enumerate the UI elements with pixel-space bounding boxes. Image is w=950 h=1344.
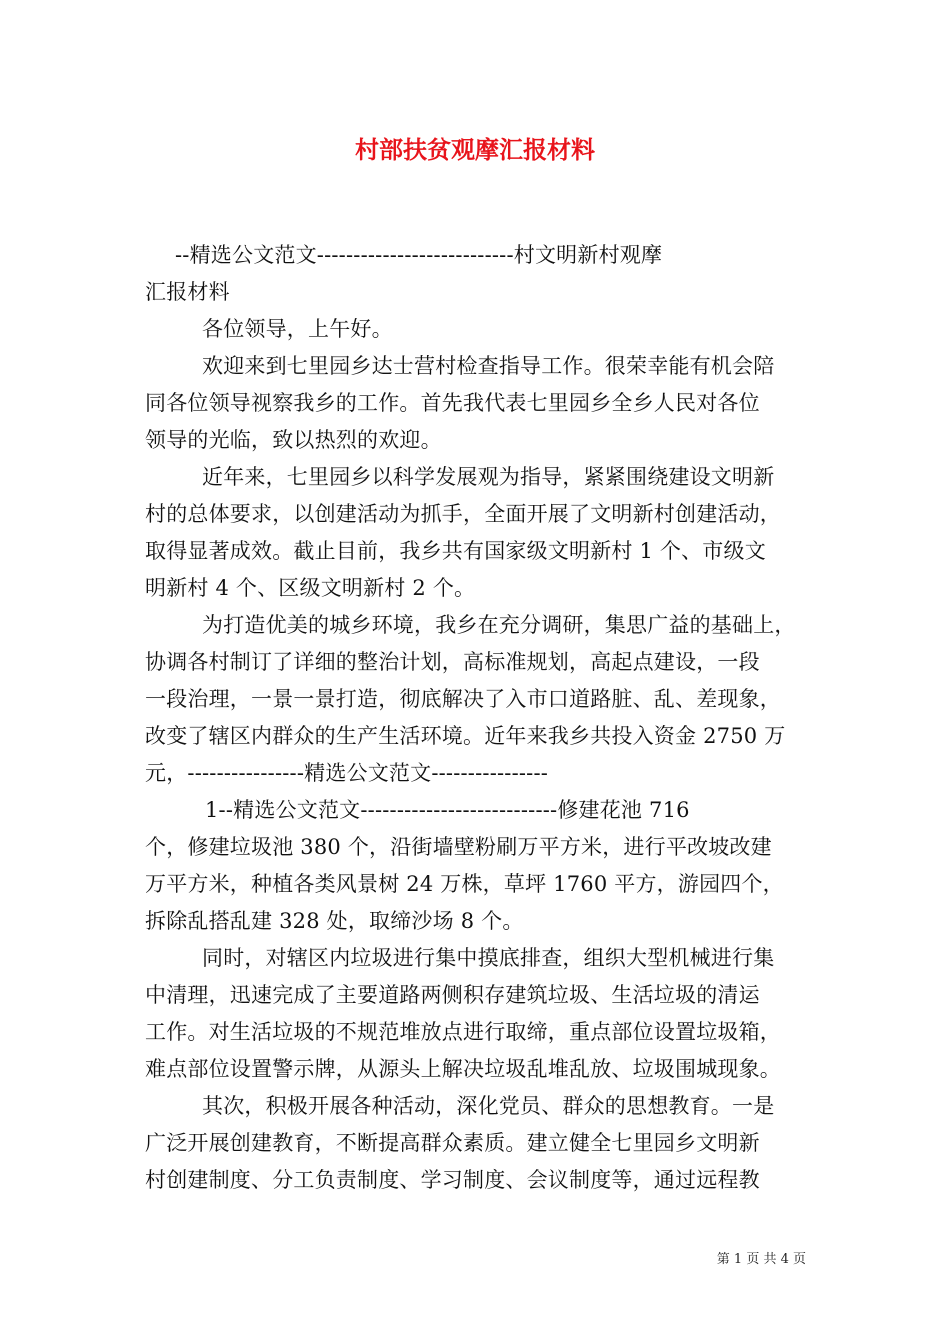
text-line: 各位领导，上午好。 xyxy=(202,317,393,341)
text-line: 工作。对生活垃圾的不规范堆放点进行取缔，重点部位设置垃圾箱， xyxy=(145,1020,781,1044)
text-line: --精选公文范文---------------------------村文明新村观摩 xyxy=(175,243,663,267)
text-line: 拆除乱搭乱建 328 处，取缔沙场 8 个。 xyxy=(145,909,524,933)
text-line: 一段治理，一景一景打造，彻底解决了入市口道路脏、乱、差现象， xyxy=(145,687,781,711)
paragraph xyxy=(145,459,810,607)
text-line: 其次，积极开展各种活动，深化党员、群众的思想教育。一是 xyxy=(202,1094,775,1118)
text-line: 协调各村制订了详细的整治计划，高标准规划，高起点建设，一段 xyxy=(145,650,760,674)
page-number: 第 1 页 共 4 页 xyxy=(716,1252,806,1267)
paragraph xyxy=(145,792,810,940)
text-line: 广泛开展创建教育，不断提高群众素质。建立健全七里园乡文明新 xyxy=(145,1131,760,1155)
text-line: 欢迎来到七里园乡达士营村检查指导工作。很荣幸能有机会陪 xyxy=(202,354,775,378)
text-line: 个，修建垃圾池 380 个，沿街墙壁粉刷万平方米，进行平改坡改建 xyxy=(145,835,772,859)
text-line: 同各位领导视察我乡的工作。首先我代表七里园乡全乡人民对各位 xyxy=(145,391,760,415)
document-body xyxy=(145,237,810,1199)
text-line: 万平方米，种植各类风景树 24 万株，草坪 1760 平方，游园四个， xyxy=(145,872,784,896)
paragraph xyxy=(145,237,810,311)
text-line: 1--精选公文范文---------------------------修建花池 716 xyxy=(205,798,690,822)
text-line: 同时，对辖区内垃圾进行集中摸底排查，组织大型机械进行集 xyxy=(202,946,775,970)
text-line: 村创建制度、分工负责制度、学习制度、会议制度等，通过远程教 xyxy=(145,1168,760,1192)
text-line: 取得显著成效。截止目前，我乡共有国家级文明新村 1 个、市级文 xyxy=(145,539,766,563)
paragraph xyxy=(145,607,810,792)
text-line: 改变了辖区内群众的生产生活环境。近年来我乡共投入资金 2750 万 xyxy=(145,724,786,748)
paragraph xyxy=(145,940,810,1088)
text-line: 领导的光临，致以热烈的欢迎。 xyxy=(145,428,442,452)
text-line: 村的总体要求，以创建活动为抓手，全面开展了文明新村创建活动， xyxy=(145,502,781,526)
text-line: 明新村 4 个、区级文明新村 2 个。 xyxy=(145,576,476,600)
paragraph xyxy=(145,348,810,459)
paragraph xyxy=(145,1088,810,1199)
text-line: 近年来，七里园乡以科学发展观为指导，紧紧围绕建设文明新 xyxy=(202,465,775,489)
paragraph xyxy=(145,311,810,348)
text-line: 中清理，迅速完成了主要道路两侧积存建筑垃圾、生活垃圾的清运 xyxy=(145,983,760,1007)
text-line: 元，----------------精选公文范文---------------- xyxy=(145,761,549,785)
text-line: 为打造优美的城乡环境，我乡在充分调研，集思广益的基础上， xyxy=(202,613,796,637)
text-line: 汇报材料 xyxy=(145,280,230,304)
document-title: 村部扶贫观摩汇报材料 xyxy=(355,135,595,164)
text-line: 难点部位设置警示牌，从源头上解决垃圾乱堆乱放、垃圾围城现象。 xyxy=(145,1057,781,1081)
